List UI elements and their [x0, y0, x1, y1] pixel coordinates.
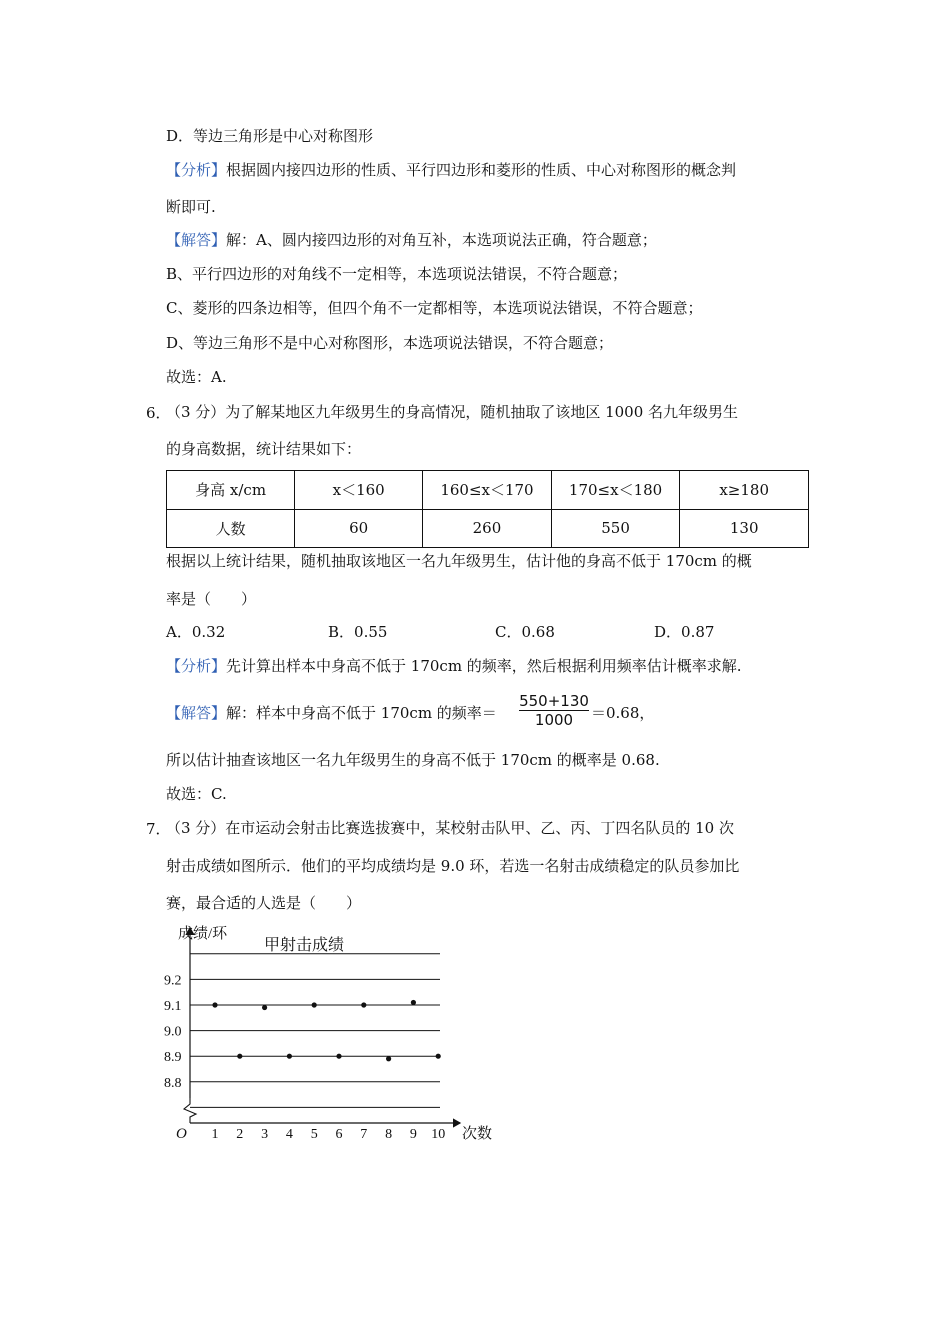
- chart-title: 甲射击成绩: [264, 937, 345, 954]
- y-tick-label: 9.0: [164, 1024, 182, 1040]
- q6-number: 6．: [146, 404, 171, 422]
- analysis-tag: 【分析】: [166, 657, 227, 675]
- data-point: [237, 1054, 242, 1059]
- table-header-row: [167, 471, 809, 510]
- q6-analysis: [166, 656, 742, 676]
- table-cell: 60: [295, 509, 423, 548]
- tick-labels: [164, 973, 445, 1142]
- x-tick-label: 2: [236, 1127, 244, 1142]
- frequency-fraction: [519, 692, 589, 729]
- q5-analysis: [166, 160, 736, 180]
- table-cell: 130: [680, 509, 809, 548]
- q6-option-b: B．0.55: [328, 623, 388, 641]
- y-tick-label: 8.8: [164, 1075, 182, 1091]
- q6-option-a: A．0.32: [166, 623, 226, 641]
- shooting-score-chart: [160, 918, 500, 1148]
- data-point: [287, 1054, 292, 1059]
- y-axis-label: 成绩/环: [178, 926, 228, 942]
- q6-stem-1: （3 分）为了解某地区九年级男生的身高情况，随机抽取了该地区 1000 名九年级男生: [166, 403, 739, 421]
- q7-stem-2: 射击成绩如图所示．他们的平均成绩均是 9.0 环，若选一名射击成绩稳定的队员参加比: [166, 857, 740, 875]
- table-cell: 160≤x＜170: [423, 471, 552, 510]
- table-cell: 170≤x＜180: [551, 471, 680, 510]
- answer-text: 解：A、圆内接四边形的对角互补，本选项说法正确，符合题意；: [226, 231, 657, 249]
- axes: [184, 928, 460, 1123]
- table-cell: 550: [551, 509, 680, 548]
- q7-stem-1: （3 分）在市运动会射击比赛选拔赛中，某校射击队甲、乙、丙、丁四名队员的 10 次: [166, 819, 734, 837]
- table-cell: 身高 x/cm: [167, 471, 295, 510]
- data-point: [312, 1002, 317, 1007]
- y-tick-label: 9.1: [164, 999, 182, 1014]
- table-cell: 人数: [167, 509, 295, 548]
- q6-choice: 故选：C.: [166, 785, 227, 803]
- data-point: [336, 1054, 341, 1059]
- x-tick-label: 1: [211, 1127, 219, 1142]
- x-tick-label: 4: [285, 1127, 293, 1142]
- q7-number: 7．: [146, 820, 171, 838]
- q6-answer-result: ＝0.68，: [591, 704, 655, 722]
- table-cell: x＜160: [295, 471, 423, 510]
- x-tick-label: 7: [360, 1127, 368, 1142]
- table-cell: x≥180: [680, 471, 809, 510]
- fraction-denominator: 1000: [519, 710, 589, 729]
- q5-answer-c: C、菱形的四条边相等，但四个角不一定都相等，本选项说法错误，不符合题意；: [166, 299, 703, 317]
- q6-question-2: 率是（ ）: [166, 590, 257, 608]
- q7-stem-3: 赛，最合适的人选是（ ）: [166, 894, 362, 912]
- y-tick-label: 9.2: [164, 973, 182, 989]
- analysis-tag: 【分析】: [166, 161, 227, 179]
- q6-option-d: D．0.87: [654, 623, 715, 641]
- x-tick-label: 8: [385, 1127, 393, 1142]
- origin-label: O: [176, 1126, 187, 1142]
- data-point: [386, 1056, 391, 1061]
- y-tick-label: 8.9: [164, 1050, 182, 1066]
- x-axis-label: 次数: [462, 1126, 493, 1142]
- grid-lines: [190, 954, 440, 1108]
- data-point: [411, 1000, 416, 1005]
- data-point: [212, 1002, 217, 1007]
- q5-answer-d: D、等边三角形不是中心对称图形，本选项说法错误，不符合题意；: [166, 334, 614, 352]
- fraction-numerator: 550+130: [519, 692, 589, 710]
- q6-question-1: 根据以上统计结果，随机抽取该地区一名九年级男生，估计他的身高不低于 170cm 的概: [166, 552, 752, 570]
- answer-tag: 【解答】: [166, 231, 227, 249]
- x-tick-label: 3: [261, 1127, 269, 1142]
- analysis-text: 根据圆内接四边形的性质、平行四边形和菱形的性质、中心对称图形的概念判: [226, 161, 737, 179]
- q6-answer: [166, 703, 497, 723]
- x-tick-label: 9: [409, 1127, 417, 1142]
- q6-answer-2: 所以估计抽查该地区一名九年级男生的身高不低于 170cm 的概率是 0.68.: [166, 751, 660, 769]
- table-row: [167, 509, 809, 548]
- height-table: [166, 470, 809, 548]
- axis-break-icon: [184, 1098, 196, 1123]
- q6-stem-2: 的身高数据，统计结果如下：: [166, 440, 362, 458]
- q5-option-d: D．等边三角形是中心对称图形: [166, 127, 374, 145]
- data-point: [436, 1054, 441, 1059]
- q6-option-c: C．0.68: [495, 623, 555, 641]
- x-tick-label: 10: [431, 1127, 446, 1142]
- q5-choice: 故选：A.: [166, 368, 227, 386]
- data-point: [361, 1002, 366, 1007]
- x-tick-label: 6: [335, 1127, 343, 1142]
- q5-analysis-cont: 断即可.: [166, 198, 216, 216]
- x-tick-label: 5: [310, 1127, 318, 1142]
- answer-text: 解：样本中身高不低于 170cm 的频率＝: [226, 704, 497, 722]
- q5-answer-b: B、平行四边形的对角线不一定相等，本选项说法错误，不符合题意；: [166, 265, 628, 283]
- q5-answer: [166, 230, 657, 250]
- analysis-text: 先计算出样本中身高不低于 170cm 的频率，然后根据利用频率估计概率求解.: [226, 657, 742, 675]
- table-cell: 260: [423, 509, 552, 548]
- data-point: [262, 1005, 267, 1010]
- answer-tag: 【解答】: [166, 704, 227, 722]
